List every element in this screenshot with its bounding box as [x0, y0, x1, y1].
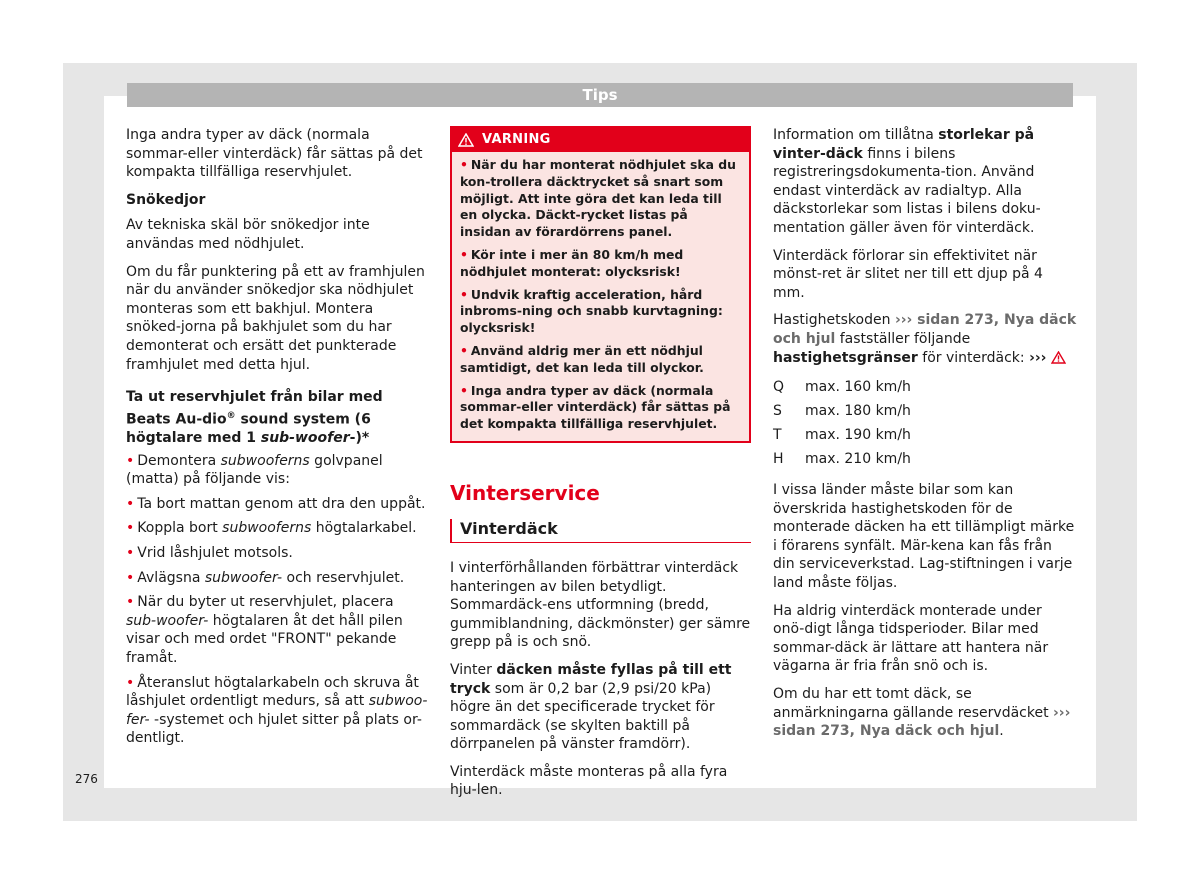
text: finns i bilens registreringsdokumenta-tion. Använd endast vinterdäck av radialtyp. Alla däckstorlekar som listas i bilens doku-mentation gäller även för vinterdäck.	[773, 145, 1041, 236]
bullet-icon: •	[460, 157, 468, 172]
warning-item	[460, 287, 741, 337]
step-text: högtalaren åt det håll pilen visar och med ordet "FRONT" pekande framåt.	[126, 612, 403, 666]
step-item	[126, 495, 428, 514]
speed-row	[773, 426, 1077, 445]
warning-text: Undvik kraftig acceleration, hård inbroms-ning och snabb kurvtagning: olycksrisk!	[460, 286, 723, 336]
step-italic: subwooferns	[222, 520, 312, 537]
bullet-icon: •	[126, 520, 135, 537]
warning-item	[460, 343, 741, 377]
step-text: Återanslut högtalarkabeln och skruva åt låshjulet ordentligt medurs, så att	[126, 674, 419, 710]
text: Information om tillåtna	[773, 127, 939, 143]
speed-row	[773, 402, 1077, 421]
step-item	[126, 569, 428, 588]
heading-text: -)*	[349, 429, 370, 446]
warning-header	[452, 128, 749, 152]
step-text: Koppla bort	[137, 520, 223, 537]
step-italic: subwooferns	[220, 452, 310, 469]
text: Om du har ett tomt däck, se anmärkningarna gällande reservdäcket	[773, 685, 1054, 721]
speed-value: max. 160 km/h	[805, 379, 911, 396]
page-reference-link[interactable]: ››› sidan 273, Nya däck och hjul	[773, 704, 1071, 740]
registered-mark: ®	[226, 410, 236, 421]
step-italic: sub-woofer-	[126, 612, 209, 629]
column-left	[126, 126, 428, 754]
step-text: Vrid låshjulet motsols.	[137, 544, 293, 561]
bullet-icon: •	[126, 569, 135, 586]
text: Vinter	[450, 661, 497, 678]
warning-text: Använd aldrig mer än ett nödhjul samtidigt, det kan leda till olyckor.	[460, 342, 704, 375]
warning-box	[450, 126, 751, 443]
column-right	[773, 126, 1077, 750]
bullet-icon: •	[126, 674, 135, 691]
paragraph: Ha aldrig vinterdäck monterade under onö-digt långa tidsperioder. Bilar med sommar-däck är lättare att hantera när vägarna är fria från snö och is.	[773, 602, 1049, 675]
speed-value: max. 190 km/h	[805, 427, 911, 444]
intro-text: Inga andra typer av däck (normala sommar-eller vinterdäck) får sättas på det kompakta tillfälliga reservhjulet.	[126, 127, 423, 181]
warning-item	[460, 383, 741, 433]
step-item	[126, 593, 428, 667]
column-middle	[450, 126, 751, 809]
warning-text: Kör inte i mer än 80 km/h med nödhjulet monterat: olycksrisk!	[460, 246, 684, 279]
warning-label: VARNING	[482, 131, 551, 147]
text: Hastighetskoden	[773, 312, 895, 329]
step-italic: subwoofer-	[204, 569, 283, 586]
heading-text: Ta ut reservhjulet från bilar med Beats Au-dio	[126, 389, 383, 428]
section-title: Vinterservice	[450, 480, 600, 505]
subsection-title: Vinterdäck	[450, 519, 751, 543]
speed-value: max. 180 km/h	[805, 403, 911, 420]
speed-code: H	[773, 451, 784, 468]
page-number: 276	[75, 772, 98, 786]
warning-text: Inga andra typer av däck (normala sommar-eller vinterdäck) får sättas på det kompakta tillfälliga reservhjulet.	[460, 382, 731, 432]
step-item	[126, 544, 428, 563]
paragraph: I vinterförhållanden förbättrar vinterdäck hanteringen av bilen betydligt. Sommardäck-ens utformning (bredd, gummiblandning, däckmönster) ger sämre grepp på is och snö.	[450, 559, 751, 651]
speed-code: Q	[773, 379, 785, 396]
bold-text: storlekar på vinter-däck	[773, 127, 1035, 162]
bold-text: däcken måste fyllas på till ett tryck	[450, 661, 732, 697]
text: .	[999, 723, 1004, 740]
heading-italic: sub-woofer	[260, 429, 350, 446]
bullet-icon: •	[460, 342, 468, 358]
heading-remove-spare	[126, 388, 428, 447]
text: som är 0,2 bar (2,9 psi/20 kPa) högre än det specificerade trycket för sommardäck (se skylten baktill på dörrpanelen på vänster framdörr).	[450, 680, 715, 753]
step-text: och reservhjulet.	[282, 569, 405, 586]
heading-snokedjor: Snökedjor	[126, 191, 206, 208]
text: för vinterdäck:	[917, 349, 1030, 366]
paragraph	[450, 661, 751, 754]
page-reference-link[interactable]: ››› sidan 273, Nya däck och hjul	[773, 312, 1077, 347]
bullet-icon: •	[460, 246, 468, 262]
bullet-icon: •	[126, 495, 135, 512]
speed-code: S	[773, 403, 782, 420]
step-text: -systemet och hjulet sitter på plats or-dentligt.	[126, 711, 422, 747]
paragraph	[773, 311, 1077, 367]
text: fastställer följande	[835, 330, 971, 347]
step-text: golvpanel (matta) på följande vis:	[126, 452, 383, 488]
speed-row	[773, 378, 1077, 397]
speed-row	[773, 450, 1077, 469]
paragraph: I vissa länder måste bilar som kan överskrida hastighetskoden för de monterade däcken ha ett tillämpligt märke i förarens synfält. Mär-kena kan fås från din serviceverkstad. Lag-stiftningen i varje land måste följas.	[773, 482, 1075, 591]
bullet-icon: •	[126, 452, 135, 469]
warning-text: När du har monterat nödhjulet ska du kon-trollera däcktrycket så snart som möjligt. Att inte göra det kan leda till en olycka. Däckt-rycket listas på insidan av förardörrens panel.	[460, 157, 736, 240]
paragraph: Av tekniska skäl bör snökedjor inte användas med nödhjulet.	[126, 217, 370, 252]
paragraph: Vinterdäck måste monteras på alla fyra hju-len.	[450, 763, 728, 799]
step-item	[126, 674, 428, 748]
speed-code: T	[773, 427, 782, 444]
heading-text: sound system (6 högtalare med 1	[126, 411, 371, 446]
warning-body	[452, 152, 749, 441]
step-item	[126, 452, 428, 489]
step-text: Demontera	[137, 452, 221, 469]
tips-header: Tips	[127, 83, 1073, 107]
step-text: högtalarkabel.	[311, 520, 417, 537]
bullet-icon: •	[126, 544, 135, 561]
paragraph	[773, 126, 1077, 238]
warning-item	[460, 157, 741, 241]
bullet-icon: •	[460, 382, 468, 398]
step-text: Avlägsna	[137, 569, 205, 586]
paragraph	[773, 685, 1077, 741]
warning-triangle-icon	[1051, 351, 1066, 364]
paragraph: Om du får punktering på ett av framhjulen när du använder snökedjor ska nödhjulet monteras som ett bakhjul. Montera snöked-jorna på bakhjulet som du har demonterat och ersätt det punkterade framhjulet med detta hjul.	[126, 263, 425, 373]
step-text: När du byter ut reservhjulet, placera	[137, 594, 394, 611]
paragraph: Vinterdäck förlorar sin effektivitet när mönst-ret är slitet ner till ett djup på 4 mm.	[773, 247, 1043, 301]
bullet-icon: •	[126, 594, 135, 611]
warning-item	[460, 247, 741, 281]
warning-triangle-icon	[458, 133, 474, 147]
step-item	[126, 519, 428, 538]
bullet-icon: •	[460, 286, 468, 302]
speed-value: max. 210 km/h	[805, 451, 911, 468]
bold-text: hastighetsgränser	[773, 349, 918, 366]
step-italic: subwoo-fer-	[126, 693, 428, 728]
step-text: Ta bort mattan genom att dra den uppåt.	[137, 495, 426, 512]
reference-arrow[interactable]: ›››	[1029, 349, 1047, 366]
